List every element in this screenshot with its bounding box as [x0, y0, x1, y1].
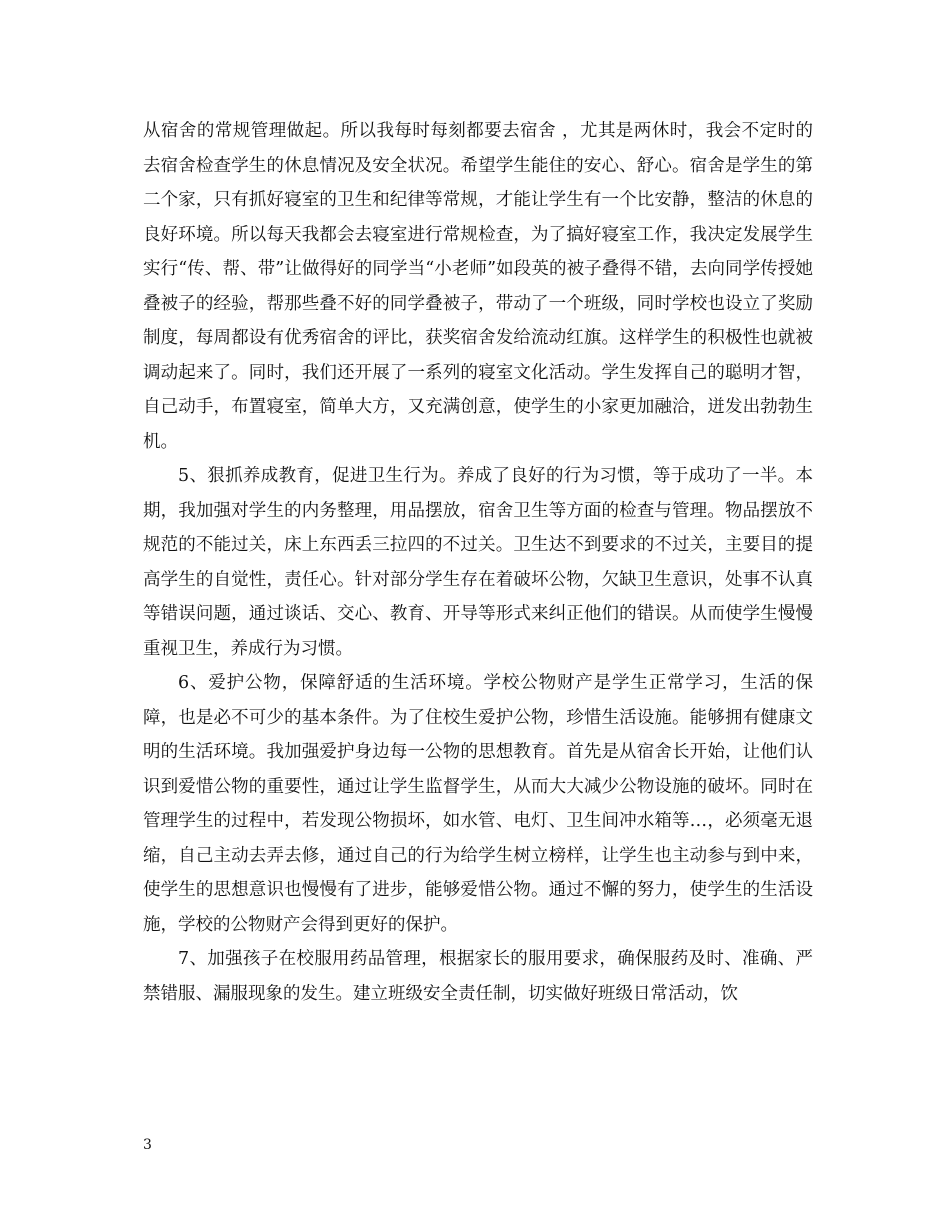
paragraph-dormitory-management: 从宿舍的常规管理做起。所以我每时每刻都要去宿舍 ，尤其是两休时，我会不定时的去宿舍检查学生的休息情况及安全状况。希望学生能住的安心、舒心。宿舍是学生的第二个家，只有抓好寝室的卫生和纪律等常规，才能让学生有一个比安静，整洁的休息的良好环境。所以每天我都会去寝室进行常规检查，为了搞好寝室工作，我决定发展学生实行“传、帮、带”让做得好的同学当“小老师”如段英的被子叠得不错，去向同学传授她叠被子的经验，帮那些叠不好的同学叠被子，带动了一个班级，同时学校也设立了奖励制度，每周都设有优秀宿舍的评比，获奖宿舍发给流动红旗。这样学生的积极性也就被调动起来了。同时，我们还开展了一系列的寝室文化活动。学生发挥自己的聪明才智，自己动手，布置寝室，简单大方，又充满创意，使学生的小家更加融洽，迸发出勃勃生机。	[143, 121, 813, 452]
page-number: 3	[143, 1137, 152, 1153]
paragraph-hygiene-habits: 5、狠抓养成教育，促进卫生行为。养成了良好的行为习惯，等于成功了一半。本期，我加强对学生的内务整理，用品摆放，宿舍卫生等方面的检查与管理。物品摆放不规范的不能过关，床上东西丢三拉四的不过关。卫生达不到要求的不过关，主要目的提高学生的自觉性，责任心。针对部分学生存在着破坏公物，欠缺卫生意识，处事不认真等错误问题，通过谈话、交心、教育、开导等形式来纠正他们的错误。从而使学生慢慢重视卫生，养成行为习惯。	[143, 466, 813, 659]
document-body	[143, 114, 813, 1011]
paragraph-medicine-management: 7、加强孩子在校服用药品管理，根据家长的服用要求，确保服药及时、准确、严禁错服、漏服现象的发生。建立班级安全责任制，切实做好班级日常活动，饮	[143, 949, 813, 1004]
paragraph-public-property: 6、爱护公物，保障舒适的生活环境。学校公物财产是学生正常学习，生活的保障，也是必不可少的基本条件。为了住校生爱护公物，珍惜生活设施。能够拥有健康文明的生活环境。我加强爱护身边每一公物的思想教育。首先是从宿舍长开始，让他们认识到爱惜公物的重要性，通过让学生监督学生，从而大大减少公物设施的破坏。同时在管理学生的过程中，若发现公物损坏，如水管、电灯、卫生间冲水箱等…，必须毫无退缩，自己主动去弄去修，通过自己的行为给学生树立榜样，让学生也主动参与到中来，使学生的思想意识也慢慢有了进步，能够爱惜公物。通过不懈的努力，使学生的生活设施，学校的公物财产会得到更好的保护。	[143, 673, 813, 935]
